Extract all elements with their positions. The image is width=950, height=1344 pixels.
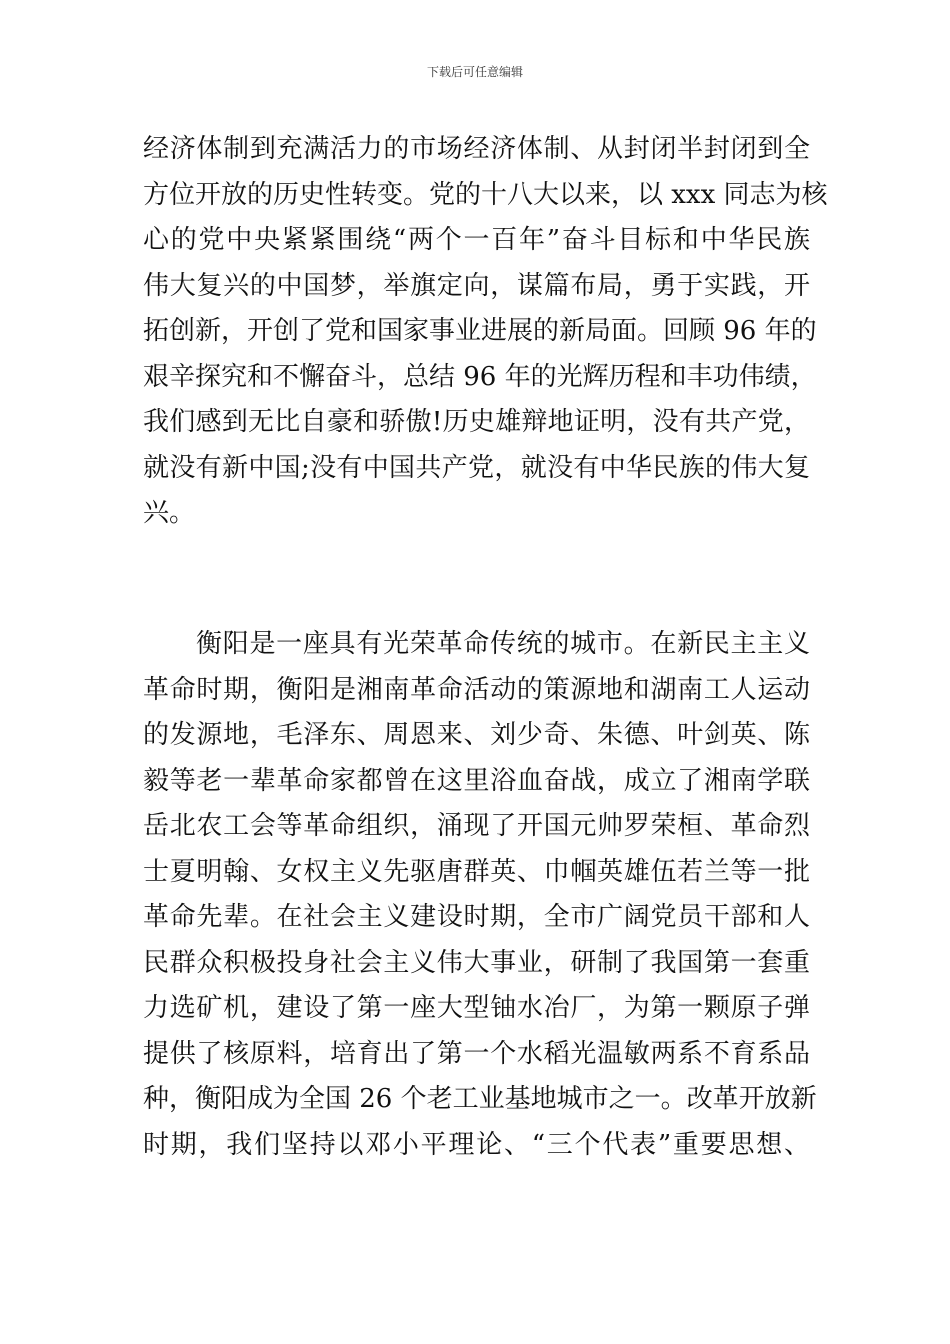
text-line: 衡阳是一座具有光荣革命传统的城市。在新民主主义 bbox=[196, 629, 810, 659]
text-line: 就没有新中国;没有中国共产党，就没有中华民族的伟大复 bbox=[143, 452, 810, 483]
text-line: 伟大复兴的中国梦，举旗定向，谋篇布局，勇于实践，开 bbox=[143, 270, 810, 301]
text-line: 岳北农工会等革命组织，涌现了开国元帅罗荣桓、革命烈 bbox=[143, 811, 810, 841]
text-line: 心的党中央紧紧围绕“两个一百年”奋斗目标和中华民族 bbox=[143, 225, 810, 255]
paragraph-2 bbox=[143, 622, 817, 1168]
text-line: 兴。 bbox=[143, 498, 196, 528]
text-line: 民群众积极投身社会主义伟大事业，研制了我国第一套重 bbox=[143, 947, 810, 978]
text-line: 提供了核原料，培育出了第一个水稻光温敏两系不育系品 bbox=[143, 1038, 810, 1069]
text-line: 艰辛探究和不懈奋斗，总结 96 年的光辉历程和丰功伟绩， bbox=[143, 361, 817, 392]
text-line: 我们感到无比自豪和骄傲!历史雄辩地证明，没有共产党， bbox=[143, 407, 810, 437]
text-line: 毅等老一辈革命家都曾在这里浴血奋战，成立了湘南学联 bbox=[143, 765, 810, 796]
text-line: 时期，我们坚持以邓小平理论、“三个代表”重要思想、 bbox=[143, 1129, 810, 1160]
text-line: 方位开放的历史性转变。党的十八大以来，以 xxx 同志为核 bbox=[143, 179, 828, 210]
text-line: 的发源地，毛泽东、周恩来、刘少奇、朱德、叶剑英、陈 bbox=[143, 720, 810, 750]
text-line: 士夏明翰、女权主义先驱唐群英、巾帼英雄伍若兰等一批 bbox=[143, 856, 810, 887]
text-line: 经济体制到充满活力的市场经济体制、从封闭半封闭到全 bbox=[143, 134, 810, 164]
paragraph-1 bbox=[143, 127, 828, 537]
page-header: 下载后可任意编辑 bbox=[426, 65, 523, 79]
text-line: 拓创新，开创了党和国家事业进展的新局面。回顾 96 年的 bbox=[143, 316, 817, 346]
text-line: 种，衡阳成为全国 26 个老工业基地城市之一。改革开放新 bbox=[143, 1084, 817, 1114]
text-line: 革命时期，衡阳是湘南革命活动的策源地和湖南工人运动 bbox=[143, 674, 810, 705]
text-line: 革命先辈。在社会主义建设时期，全市广阔党员干部和人 bbox=[143, 902, 810, 932]
text-line: 力选矿机，建设了第一座大型铀水冶厂，为第一颗原子弹 bbox=[143, 993, 810, 1023]
